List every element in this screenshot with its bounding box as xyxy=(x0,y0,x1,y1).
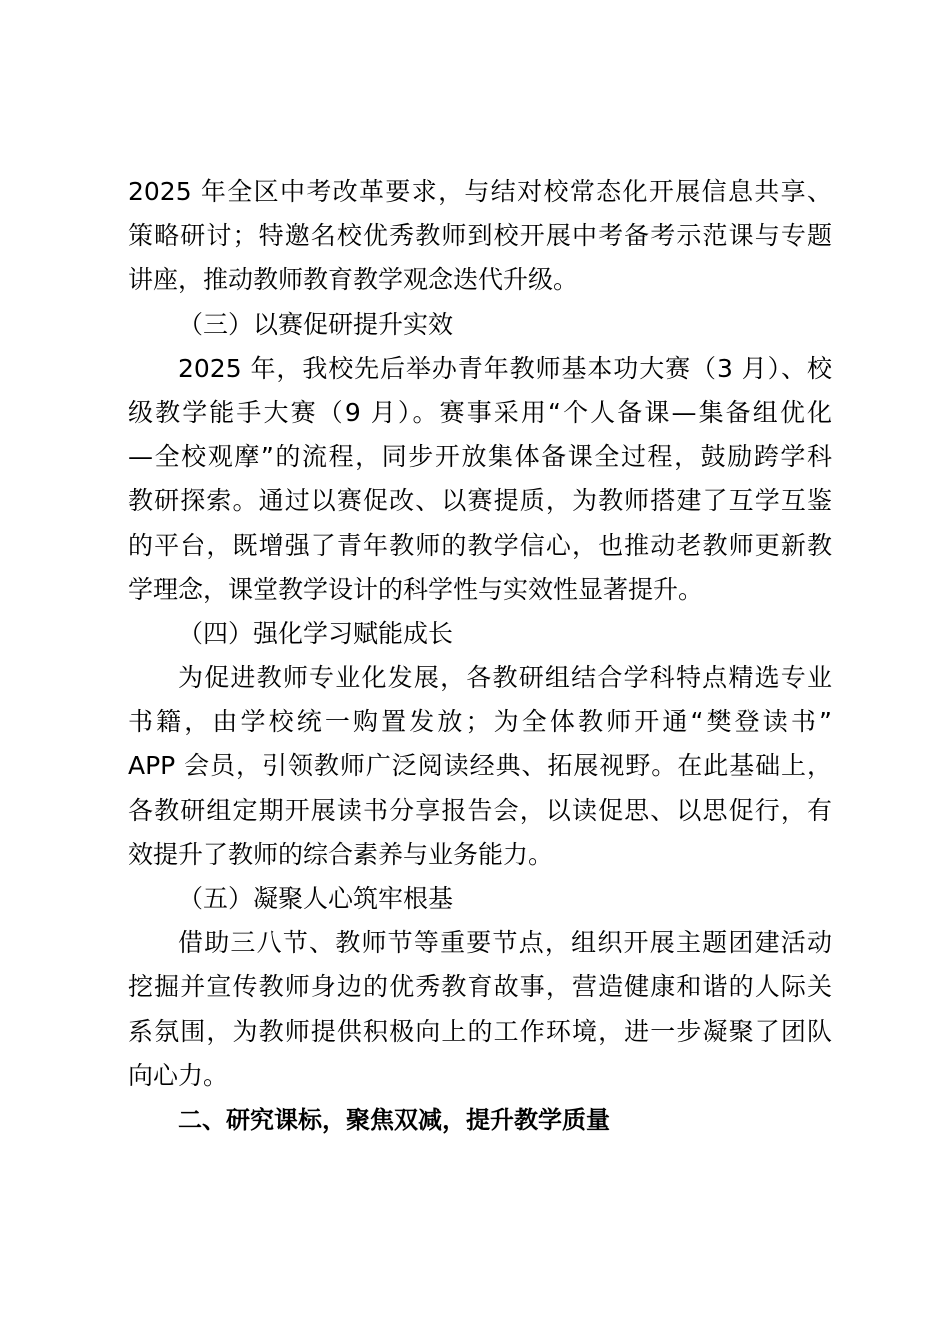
paragraph-line: 各教研组定期开展读书分享报告会，以读促思、以思促行，有 xyxy=(128,795,832,825)
subheading-three: （三）以赛促研提升实效 xyxy=(178,309,454,339)
paragraph-line: 挖掘并宣传教师身边的优秀教育故事，营造健康和谐的人际关 xyxy=(128,972,832,1002)
paragraph-line: 讲座，推动教师教育教学观念迭代升级。 xyxy=(128,265,579,295)
paragraph-line: 为促进教师专业化发展，各教研组结合学科特点精选专业 xyxy=(178,663,832,693)
subheading-five: （五）凝聚人心筑牢根基 xyxy=(178,884,454,913)
paragraph-line: 效提升了教师的综合素养与业务能力。 xyxy=(128,839,554,869)
paragraph-line: 策略研讨；特邀名校优秀教师到校开展中考备考示范课与专题 xyxy=(128,221,832,251)
paragraph-line: 向心力。 xyxy=(128,1060,229,1090)
paragraph-line: 级教学能手大赛（9 月）。赛事采用“个人备课—集备组优化 xyxy=(128,397,832,427)
paragraph-line: 的平台，既增强了青年教师的教学信心，也推动老教师更新教 xyxy=(128,530,832,560)
paragraph-line: 2025 年，我校先后举办青年教师基本功大赛（3 月）、校 xyxy=(178,353,832,383)
subheading-four: （四）强化学习赋能成长 xyxy=(178,618,454,648)
paragraph-line: 2025 年全区中考改革要求，与结对校常态化开展信息共享、 xyxy=(128,177,832,206)
paragraph-line: 系氛围，为教师提供积极向上的工作环境，进一步凝聚了团队 xyxy=(128,1016,832,1046)
paragraph-line: 学理念，课堂教学设计的科学性与实效性显著提升。 xyxy=(128,574,704,604)
paragraph-line: 借助三八节、教师节等重要节点，组织开展主题团建活动 xyxy=(178,928,832,958)
section-heading-two: 二、研究课标，聚焦双减，提升教学质量 xyxy=(178,1104,610,1134)
paragraph-line: 书籍，由学校统一购置发放；为全体教师开通“樊登读书” xyxy=(128,707,832,737)
paragraph-line: —全校观摩”的流程，同步开放集体备课全过程，鼓励跨学科 xyxy=(128,442,832,472)
body-text xyxy=(128,170,832,1142)
paragraph-line: 教研探索。通过以赛促改、以赛提质，为教师搭建了互学互鉴 xyxy=(128,486,832,516)
paragraph-line: APP 会员，引领教师广泛阅读经典、拓展视野。在此基础上， xyxy=(128,751,832,781)
